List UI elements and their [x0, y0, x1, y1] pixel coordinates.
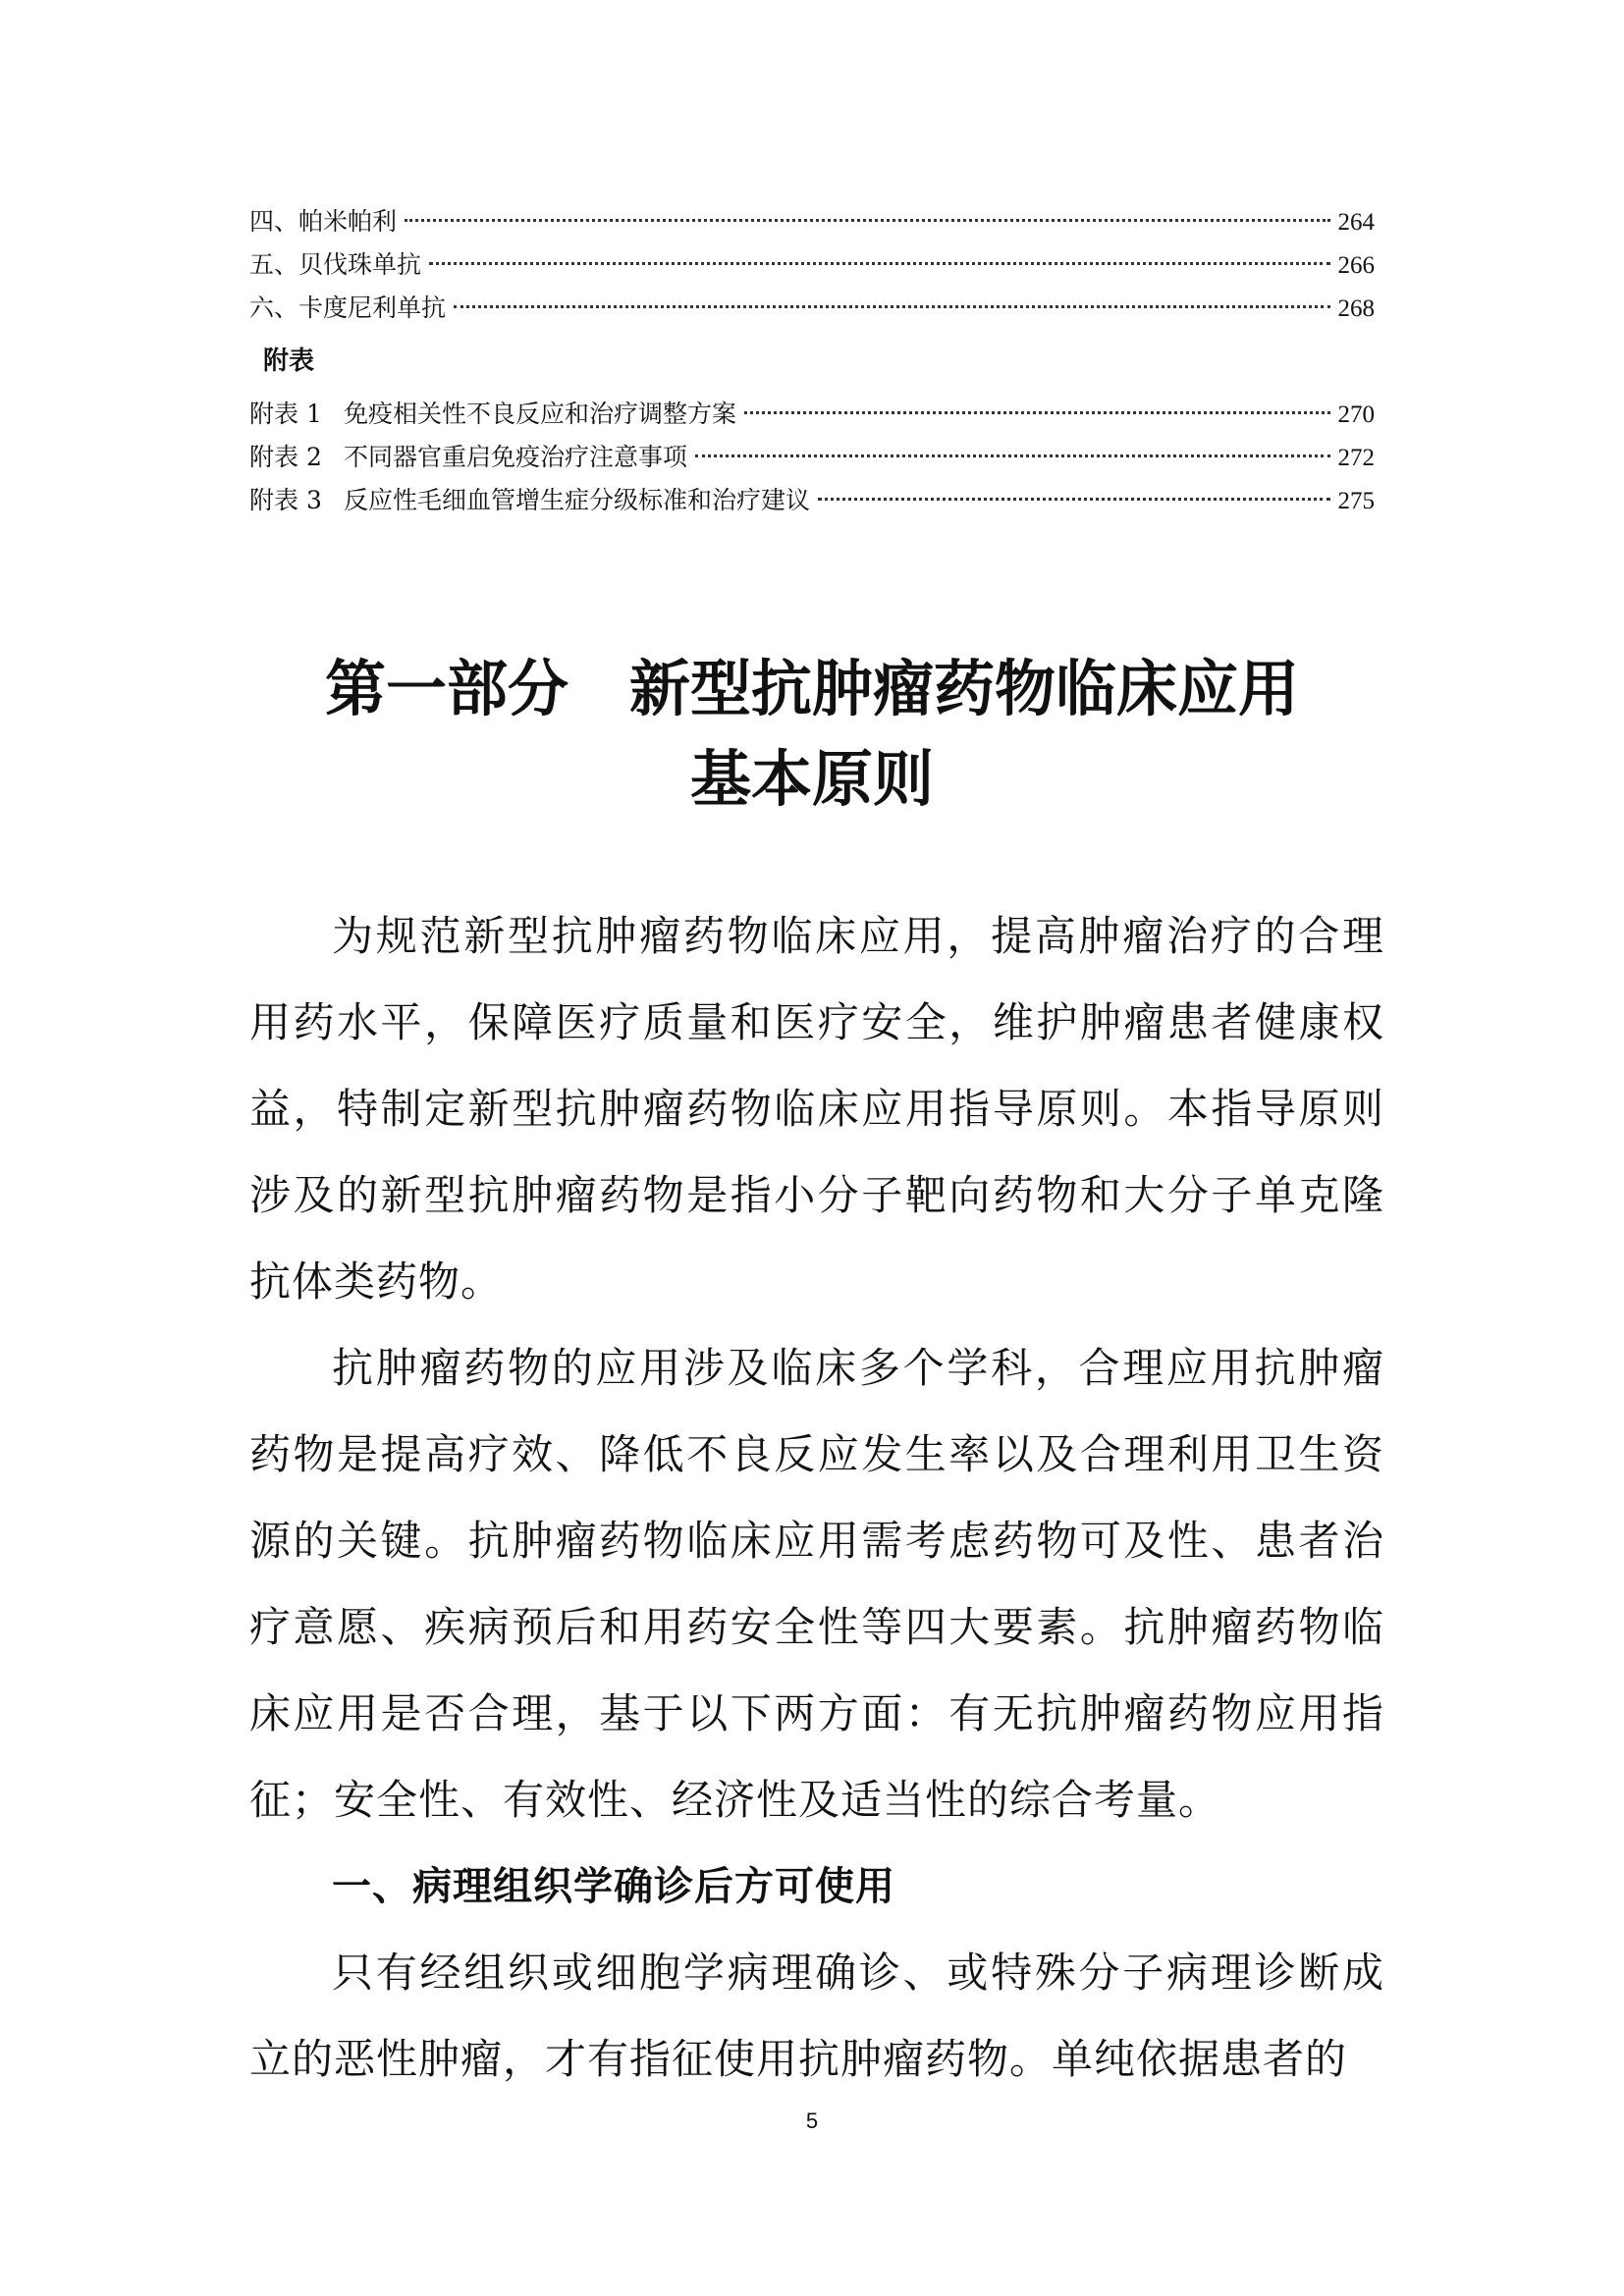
toc-leader-dots — [818, 498, 1329, 501]
body-paragraph: 只有经组织或细胞学病理确诊、或特殊分子病理诊断成立的恶性肿瘤，才有指征使用抗肿瘤药物。单纯依据患者的 — [249, 1949, 1384, 2083]
toc-appendix-entry-title — [249, 393, 736, 436]
body-paragraph: 为规范新型抗肿瘤药物临床应用，提高肿瘤治疗的合理用药水平，保障医疗质量和医疗安全，维护肿瘤患者健康权益，特制定新型抗肿瘤药物临床应用指导原则。本指导原则涉及的新型抗肿瘤药物是指小分子靶向药物和大分子单克隆抗体类药物。 — [249, 912, 1384, 1306]
toc-entry[interactable] — [249, 287, 1375, 330]
toc-appendix-label: 附表 3 — [249, 486, 322, 514]
toc-leader-dots — [744, 411, 1329, 414]
toc-leader-dots — [454, 305, 1329, 308]
toc-appendix-text: 免疫相关性不良反应和治疗调整方案 — [344, 400, 737, 428]
part-title — [0, 644, 1624, 825]
body-content — [249, 893, 1384, 2103]
part-title-main: 新型抗肿瘤药物临床应用 — [629, 653, 1300, 724]
body-paragraph: 抗肿瘤药物的应用涉及临床多个学科，合理应用抗肿瘤药物是提高疗效、降低不良反应发生率以及合理利用卫生资源的关键。抗肿瘤药物临床应用需考虑药物可及性、患者治疗意愿、疾病预后和用药安全性等四大要素。抗肿瘤药物临床应用是否合理，基于以下两方面：有无抗肿瘤药物应用指征；安全性、有效性、经济性及适当性的综合考量。 — [249, 1344, 1384, 1824]
toc-entry-page: 275 — [1337, 488, 1375, 514]
toc-appendix-entry-title — [249, 479, 810, 522]
table-of-contents — [249, 200, 1375, 522]
toc-entry-page: 272 — [1337, 445, 1375, 471]
section-heading: 一、病理组织学确诊后方可使用 — [332, 1864, 895, 1909]
toc-entry-page: 266 — [1337, 252, 1375, 279]
toc-leader-dots — [429, 262, 1329, 265]
toc-appendix-entry[interactable] — [249, 436, 1375, 479]
toc-entry-page: 268 — [1337, 295, 1375, 322]
part-title-prefix: 第一部分 — [324, 653, 568, 724]
toc-entry-page: 264 — [1337, 209, 1375, 236]
toc-entry[interactable] — [249, 243, 1375, 287]
toc-appendix-label: 附表 1 — [249, 400, 322, 428]
toc-leader-dots — [405, 219, 1329, 222]
toc-appendix-entry[interactable] — [249, 393, 1375, 436]
part-title-line-1 — [0, 644, 1624, 734]
toc-appendix-label: 附表 2 — [249, 443, 322, 471]
toc-appendix-entry-title — [249, 436, 687, 479]
part-title-line-2: 基本原则 — [689, 743, 934, 815]
page-number: 5 — [805, 2109, 819, 2133]
toc-entry-page: 270 — [1337, 401, 1375, 428]
toc-appendix-text: 反应性毛细血管增生症分级标准和治疗建议 — [344, 486, 811, 514]
toc-leader-dots — [695, 454, 1329, 457]
toc-entry[interactable] — [249, 200, 1375, 243]
toc-appendix-entry[interactable] — [249, 479, 1375, 522]
toc-entry-title: 五、贝伐珠单抗 — [249, 250, 422, 279]
toc-entry-title: 四、帕米帕利 — [249, 207, 398, 236]
toc-appendix-text: 不同器官重启免疫治疗注意事项 — [344, 443, 688, 471]
toc-appendix-heading: 附表 — [263, 347, 315, 376]
toc-entry-title: 六、卡度尼利单抗 — [249, 294, 447, 322]
